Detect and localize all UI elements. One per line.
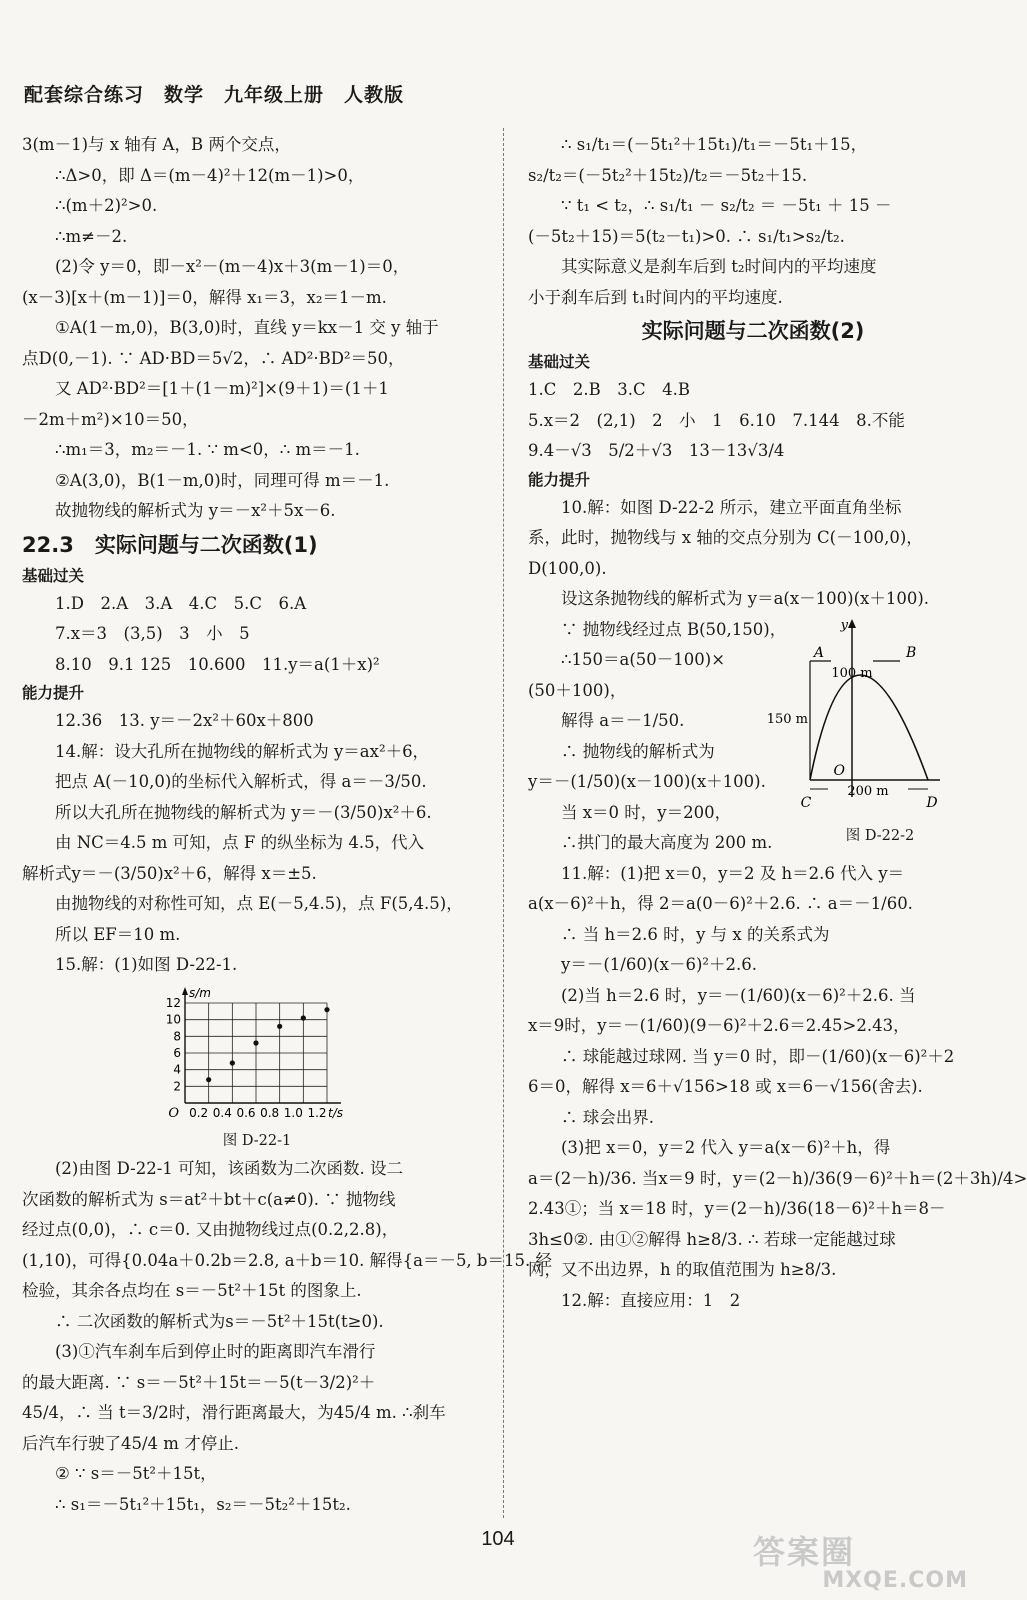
text-line: 6＝0，解得 x＝6＋√156>18 或 x＝6－√156(舍去). [528, 1077, 923, 1096]
text-line: 45/4，∴ 当 t＝3/2时，滑行距离最大，为45/4 m. ∴刹车 [22, 1403, 446, 1422]
figure-caption: 图 D-22-1 [222, 1133, 292, 1149]
text-line: 所以大孔所在抛物线的解析式为 y＝－(3/50)x²＋6. [55, 802, 432, 822]
text-line: x＝9时，y＝－(1/60)(9－6)²＋2.6＝2.45>2.43， [528, 1016, 910, 1035]
figure-d-22-2 [766, 615, 960, 848]
text-line: 14.解：设大孔所在抛物线的解析式为 y＝ax²＋6， [55, 741, 430, 761]
text-line: (3)①汽车刹车后到停止时的距离即汽车滑行 [55, 1342, 376, 1361]
text-line: 2.43①；当 x＝18 时，y＝(2－h)/36(18－6)²＋h＝8－ [528, 1199, 946, 1218]
data-point [206, 1077, 211, 1082]
text-line: 点D(0,－1). ∵ AD·BD＝5√2，∴ AD²·BD²＝50， [22, 348, 405, 368]
text-line: 10.解：如图 D-22-2 所示，建立平面直角坐标 [561, 497, 902, 517]
text-line: 当 x＝0 时，y＝200， [561, 802, 732, 822]
x-axis-label: t/s [328, 1105, 343, 1120]
origin-label: O [168, 1105, 179, 1121]
text-line: 其实际意义是刹车后到 t₂时间内的平均速度 [561, 257, 877, 276]
text-line: 3h≤0②. 由①②解得 h≥8/3. ∴ 若球一定能越过球 [528, 1229, 896, 1249]
text-line: ∴拱门的最大高度为 200 m. [561, 833, 773, 852]
text-line: 15.解：(1)如图 D-22-1. [55, 955, 238, 974]
data-point [324, 1007, 329, 1012]
text-line: (x－3)[x＋(m－1)]＝0，解得 x₁＝3，x₂＝1－m. [22, 287, 387, 307]
text-line: 1.C 2.B 3.C 4.B [528, 380, 690, 399]
figure-caption: 图 D-22-2 [845, 828, 915, 844]
text-line: ∴ 当 h＝2.6 时，y 与 x 的关系式为 [561, 924, 830, 944]
text-line: 1.D 2.A 3.A 4.C 5.C 6.A [55, 593, 307, 613]
text-line: 小于刹车后到 t₁时间内的平均速度. [528, 287, 783, 307]
text-line: 3(m－1)与 x 轴有 A，B 两个交点， [22, 135, 291, 154]
text-line: ∴m₁＝3，m₂＝－1. ∵ m<0，∴ m＝－1. [55, 440, 360, 459]
section-title: 实际问题与二次函数(2) [641, 319, 865, 343]
text-line: 12.36 13. y＝－2x²＋60x＋800 [55, 711, 314, 730]
text-line: a＝(2－h)/36. 当x＝9 时，y＝(2－h)/36(9－6)²＋h＝(2＋3h)/4> [528, 1168, 1027, 1188]
text-line: 解析式y＝－(3/50)x²＋6，解得 x＝±5. [22, 863, 317, 883]
text-line: 所以 EF＝10 m. [55, 924, 181, 944]
subsection-ability: 能力提升 [22, 684, 85, 702]
text-line: 网，又不出边界，h 的取值范围为 h≥8/3. [528, 1260, 837, 1279]
text-line: ∴ 二次函数的解析式为s＝－5t²＋15t(t≥0). [55, 1311, 384, 1331]
subsection-ability: 能力提升 [528, 470, 591, 489]
text-line: y＝－(1/60)(x－6)²＋2.6. [561, 955, 758, 974]
text-line: 解得 a＝－1/50. [561, 711, 685, 730]
text-line: ∴ s₁/t₁＝(－5t₁²＋15t₁)/t₁＝－5t₁＋15， [561, 135, 868, 154]
text-line: 把点 A(－10,0)的坐标代入解析式，得 a＝－3/50. [55, 772, 427, 791]
arch-diagram [766, 615, 960, 815]
y-tick-label: 4 [173, 1062, 181, 1077]
point-d-label: D [926, 794, 938, 811]
text-line: 7.x＝3 (3,5) 3 小 5 [55, 624, 250, 643]
text-line: 设这条抛物线的解析式为 y＝a(x－100)(x＋100). [561, 589, 929, 608]
text-line: (2)当 h＝2.6 时，y＝－(1/60)(x－6)²＋2.6. 当 [561, 985, 916, 1005]
text-line: 8.10 9.1 125 10.600 11.y＝a(1＋x)² [55, 654, 380, 674]
right-column [528, 130, 1027, 1316]
x-tick-label: 0.6 [236, 1105, 256, 1120]
text-line: 9.4－√3 5/2＋√3 13－13√3/4 [528, 441, 785, 460]
data-point [301, 1015, 306, 1020]
parabola-arch [810, 675, 928, 780]
text-line: 又 AD²·BD²＝[1＋(1－m)²]×(9＋1)＝(1＋1 [55, 379, 389, 398]
y-axis-arrow [182, 987, 188, 995]
left-column [22, 130, 552, 1520]
x-tick-label: 0.4 [212, 1105, 232, 1120]
y-tick-label: 2 [173, 1078, 181, 1093]
text-line: ①A(1－m,0)，B(3,0)时，直线 y＝kx－1 交 y 轴于 [55, 318, 439, 337]
y-axis-label: s/m [189, 985, 211, 1000]
watermark-text: 答案圈 [753, 1533, 856, 1571]
text-line: (－5t₂＋15)＝5(t₂－t₁)>0. ∴ s₁/t₁>s₂/t₂. [528, 226, 845, 246]
text-line: 的最大距离. ∵ s＝－5t²＋15t＝－5(t－3/2)²＋ [22, 1372, 376, 1392]
text-line: 经过点(0,0)，∴ c＝0. 又由抛物线过点(0.2,2.8)， [22, 1220, 399, 1239]
x-tick-label: 1.0 [283, 1105, 303, 1120]
text-line: ∴Δ>0，即 Δ＝(m－4)²＋12(m－1)>0， [55, 165, 365, 185]
text-line: 检验，其余各点均在 s＝－5t²＋15t 的图象上. [22, 1281, 362, 1300]
data-point [277, 1023, 282, 1028]
text-line: ∴m≠－2. [55, 226, 128, 246]
text-line: a(x－6)²＋h，得 2＝a(0－6)²＋2.6. ∴ a＝－1/60. [528, 894, 913, 913]
text-line: ② ∵ s＝－5t²＋15t， [55, 1464, 217, 1483]
text-line: (2)由图 D-22-1 可知，该函数为二次函数. 设二 [55, 1159, 404, 1178]
height-dimension-label: 150 m [766, 711, 808, 727]
point-b-label: B [906, 644, 917, 661]
q10-with-figure [528, 615, 978, 859]
y-tick-label: 6 [173, 1045, 181, 1060]
text-line: 12.解：直接应用：1 2 [561, 1290, 741, 1310]
text-line: 次函数的解析式为 s＝at²＋bt＋c(a≠0). ∵ 抛物线 [22, 1189, 396, 1209]
text-line: y＝－(1/50)(x－100)(x＋100). [528, 772, 766, 791]
data-point [253, 1040, 258, 1045]
text-line: ∴ 球会出界. [561, 1107, 654, 1127]
point-a-label: A [813, 644, 824, 661]
origin-label: O [833, 762, 845, 779]
text-line: ∴(m＋2)²>0. [55, 196, 158, 215]
y-axis-label: y [840, 617, 848, 633]
text-line: (50＋100)， [528, 680, 627, 700]
text-line: 故抛物线的解析式为 y＝－x²＋5x－6. [55, 501, 336, 520]
text-line: ∴ s₁＝－5t₁²＋15t₁，s₂＝－5t₂²＋15t₂. [55, 1494, 351, 1514]
text-line: (3)把 x＝0，y＝2 代入 y＝a(x－6)²＋h，得 [561, 1138, 891, 1157]
scatter-chart [147, 985, 367, 1120]
subsection-basic: 基础过关 [528, 353, 591, 371]
text-line: 由抛物线的对称性可知，点 E(－5,4.5)，点 F(5,4.5)， [55, 894, 463, 913]
text-line: 5.x＝2 (2,1) 2 小 1 6.10 7.144 8.不能 [528, 410, 905, 430]
text-line: ∴150＝a(50－100)× [561, 650, 726, 669]
text-line: s₂/t₂＝(－5t₂²＋15t₂)/t₂＝－5t₂＋15. [528, 165, 808, 185]
text-line: ∵ t₁ < t₂，∴ s₁/t₁ － s₂/t₂ ＝ －5t₁ ＋ 15 － [561, 196, 892, 215]
text-line: 系，此时，抛物线与 x 轴的交点分别为 C(－100,0)， [528, 528, 923, 547]
text-line: D(100,0). [528, 558, 607, 578]
text-line: ∴ 球能越过球网. 当 y＝0 时，即－(1/60)(x－6)²＋2 [561, 1046, 955, 1066]
text-line: 由 NC＝4.5 m 可知，点 F 的纵坐标为 4.5，代入 [55, 833, 425, 852]
point-c-label: C [800, 794, 812, 811]
text-line: ②A(3,0)，B(1－m,0)时，同理可得 m＝－1. [55, 470, 390, 490]
bottom-dimension-label: 200 m [847, 783, 889, 799]
text-line: －2m＋m²)×10＝50， [22, 409, 199, 429]
text-line: 后汽车行驶了45/4 m 才停止. [22, 1433, 239, 1453]
watermark-url: MXQE.COM [822, 1568, 968, 1593]
subsection-basic: 基础过关 [22, 566, 85, 585]
text-line: ∴ 抛物线的解析式为 [561, 741, 715, 761]
text-line: (1,10)，可得{0.04a＋0.2b＝2.8, a＋b＝10. 解得{a＝－5, b＝15. 经 [22, 1250, 552, 1270]
text-line: ∵ 抛物线经过点 B(50,150)， [561, 619, 787, 639]
y-tick-label: 12 [165, 995, 181, 1010]
top-dimension-label: 100 m [831, 665, 873, 681]
watermark-logo [753, 1527, 968, 1593]
x-tick-label: 0.2 [189, 1105, 209, 1120]
y-axis-arrow [848, 619, 856, 628]
x-tick-label: 0.8 [260, 1105, 280, 1120]
y-tick-label: 10 [165, 1012, 181, 1027]
page-header: 配套综合练习 数学 九年级上册 人教版 [24, 84, 405, 106]
page-number: 104 [481, 1528, 515, 1550]
column-divider [503, 128, 504, 1518]
figure-d-22-1 [22, 985, 492, 1153]
x-tick-label: 1.2 [307, 1105, 327, 1120]
text-line: (2)令 y＝0，即－x²－(m－4)x＋3(m－1)＝0， [55, 257, 410, 276]
text-line: 11.解：(1)把 x＝0，y＝2 及 h＝2.6 代入 y＝ [561, 863, 905, 883]
section-title: 22.3 实际问题与二次函数(1) [22, 532, 318, 557]
y-tick-label: 8 [173, 1028, 181, 1043]
data-point [230, 1060, 235, 1065]
